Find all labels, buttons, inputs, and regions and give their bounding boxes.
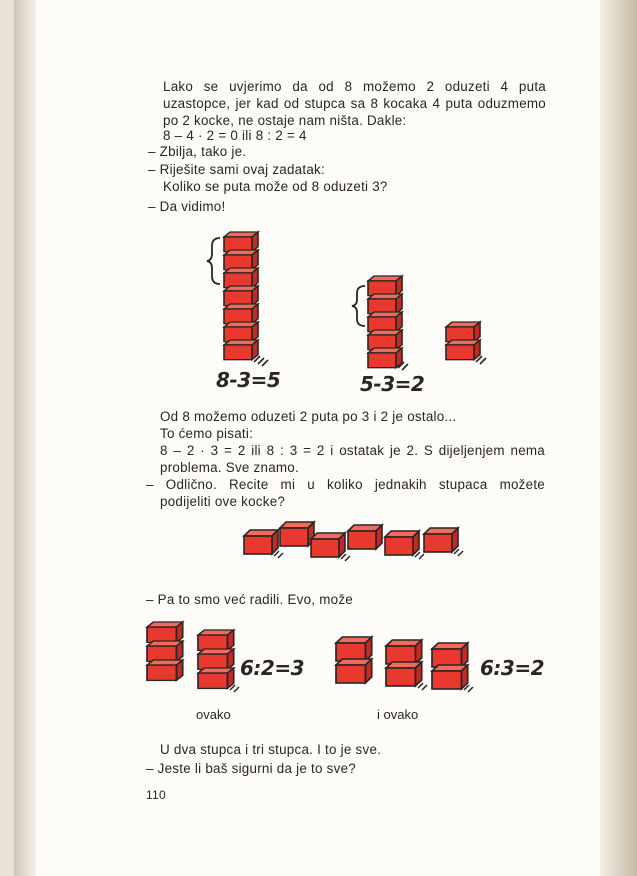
mid-line-1: Od 8 možemo oduzeti 2 puta po 3 i 2 je ostalo... xyxy=(160,409,457,424)
dialog-line-2: – Riješite sami ovaj zadatak: xyxy=(148,162,325,177)
remainder-cubes xyxy=(446,322,486,364)
dialog-line-3: Koliko se puta može od 8 oduzeti 3? xyxy=(163,179,388,194)
equation-6-3: 6:3=2 xyxy=(480,656,545,680)
two-columns xyxy=(147,622,239,692)
equation-5-3: 5-3=2 xyxy=(360,372,425,396)
dialog-line-4: – Da vidimo! xyxy=(148,199,226,214)
mid-line-4: problema. Sve znamo. xyxy=(160,460,299,475)
closing-line-2: – Jeste li baš sigurni da je to sve? xyxy=(146,761,356,776)
intro-line-3: po 2 kocke, ne ostaje nam ništa. Dakle: xyxy=(163,113,407,128)
answer-line: – Pa to smo već radili. Evo, može xyxy=(146,592,353,607)
closing-line-1: U dva stupca i tri stupca. I to je sve. xyxy=(160,742,382,757)
equation-6-2: 6:2=3 xyxy=(240,656,305,680)
brace-right xyxy=(352,286,365,326)
intro-line-2: uzastopce, jer kad od stupca sa 8 kocaka 4 puta oduzmemo xyxy=(163,96,546,111)
tower-eight xyxy=(224,232,268,366)
caption-ovako: ovako xyxy=(196,707,231,722)
mid-line-3: 8 – 2 · 3 = 2 ili 8 : 3 = 2 i ostatak je 2. S dijeljenjem nema xyxy=(160,443,545,458)
dialog-line-1: – Zbilja, tako je. xyxy=(148,144,247,159)
six-cubes xyxy=(244,522,463,561)
page-number: 110 xyxy=(146,788,166,802)
caption-i-ovako: i ovako xyxy=(377,707,419,722)
tower-five xyxy=(368,276,408,370)
equation-8-3: 8-3=5 xyxy=(216,368,281,392)
brace-left xyxy=(207,238,220,284)
intro-line-1: Lako se uvjerimo da od 8 možemo 2 oduzeti 4 puta xyxy=(163,79,546,94)
question-line-1: – Odlično. Recite mi u koliko jednakih stupaca možete xyxy=(146,477,545,492)
mid-line-2: To ćemo pisati: xyxy=(160,426,254,441)
intro-formula: 8 – 4 · 2 = 0 ili 8 : 2 = 4 xyxy=(163,128,307,143)
question-line-2: podijeliti ove kocke? xyxy=(160,494,286,509)
three-columns xyxy=(336,637,473,692)
